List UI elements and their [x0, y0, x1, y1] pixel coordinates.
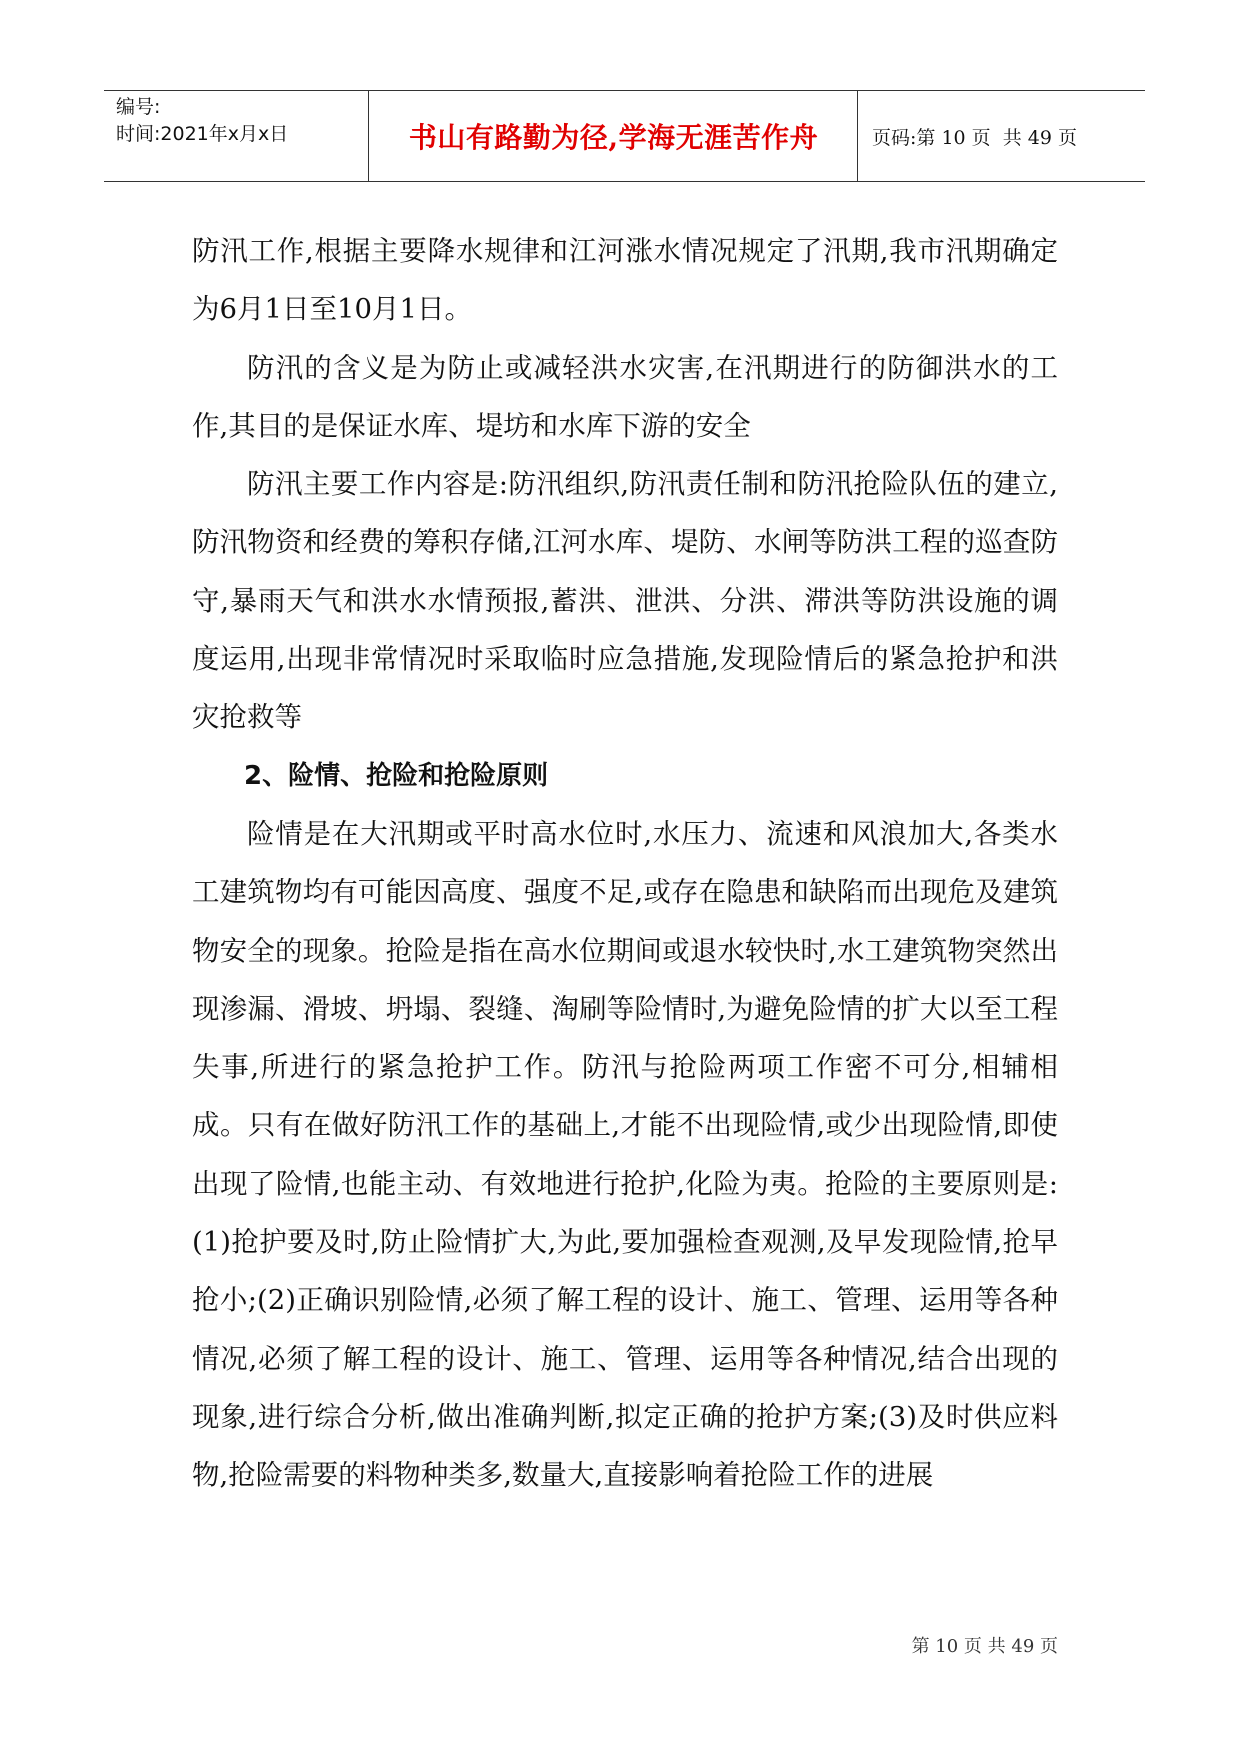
header-divider-right [857, 91, 858, 181]
document-time-label: 时间:2021年x月x日 [116, 123, 289, 145]
section-heading: 2、险情、抢险和抢险原则 [244, 760, 549, 791]
header-meta [116, 91, 366, 181]
document-number-label: 编号: [116, 96, 161, 118]
paragraph-flood-season: 防汛工作,根据主要降水规律和江河涨水情况规定了汛期,我市汛期确定为6月1日至10月1日。 [192, 235, 1058, 326]
header-divider-left [368, 91, 369, 181]
document-body [192, 222, 1058, 1505]
paragraph-flood-definition: 防汛的含义是为防止或减轻洪水灾害,在汛期进行的防御洪水的工作,其目的是保证水库、堤坊和水库下游的安全 [192, 351, 1058, 442]
paragraph-emergency-principles: 险情是在大汛期或平时高水位时,水压力、流速和风浪加大,各类水工建筑物均有可能因高度、强度不足,或存在隐患和缺陷而出现危及建筑物安全的现象。抢险是指在高水位期间或退水较快时,水工建筑物突然出现渗漏、滑坡、坍塌、裂缝、淘刷等险情时,为避免险情的扩大以至工程失事,所进行的紧急抢护工作。防汛与抢险两项工作密不可分,相辅相成。只有在做好防汛工作的基础上,才能不出现险情,或少出现险情,即使出现了险情,也能主动、有效地进行抢护,化险为夷。抢险的主要原则是:(1)抢护要及时,防止险情扩大,为此,要加强检查观测,及早发现险情,抢早抢小;(2)正确识别险情,必须了解工程的设计、施工、管理、运用等各种情况,必须了解工程的设计、施工、管理、运用等各种情况,结合出现的现象,进行综合分析,做出准确判断,拟定正确的抢护方案;(3)及时供应料物,抢险需要的料物种类多,数量大,直接影响着抢险工作的进展 [192, 817, 1058, 1492]
footer-page-number: 第 10 页 共 49 页 [911, 1636, 1058, 1657]
page-header [104, 90, 1145, 182]
page-footer [0, 1632, 1058, 1658]
header-page-info [872, 91, 1142, 181]
header-motto: 书山有路勤为径,学海无涯苦作舟 [408, 121, 819, 154]
paragraph-flood-tasks: 防汛主要工作内容是:防汛组织,防汛责任制和防汛抢险队伍的建立,防汛物资和经费的筹积存储,江河水库、堤防、水闸等防洪工程的巡查防守,暴雨天气和洪水水情预报,蓄洪、泄洪、分洪、滞洪等防洪设施的调度运用,出现非常情况时采取临时应急措施,发现险情后的紧急抢护和洪灾抢救等 [192, 468, 1058, 734]
header-page-number: 页码:第 10 页 共 49 页 [872, 126, 1077, 149]
